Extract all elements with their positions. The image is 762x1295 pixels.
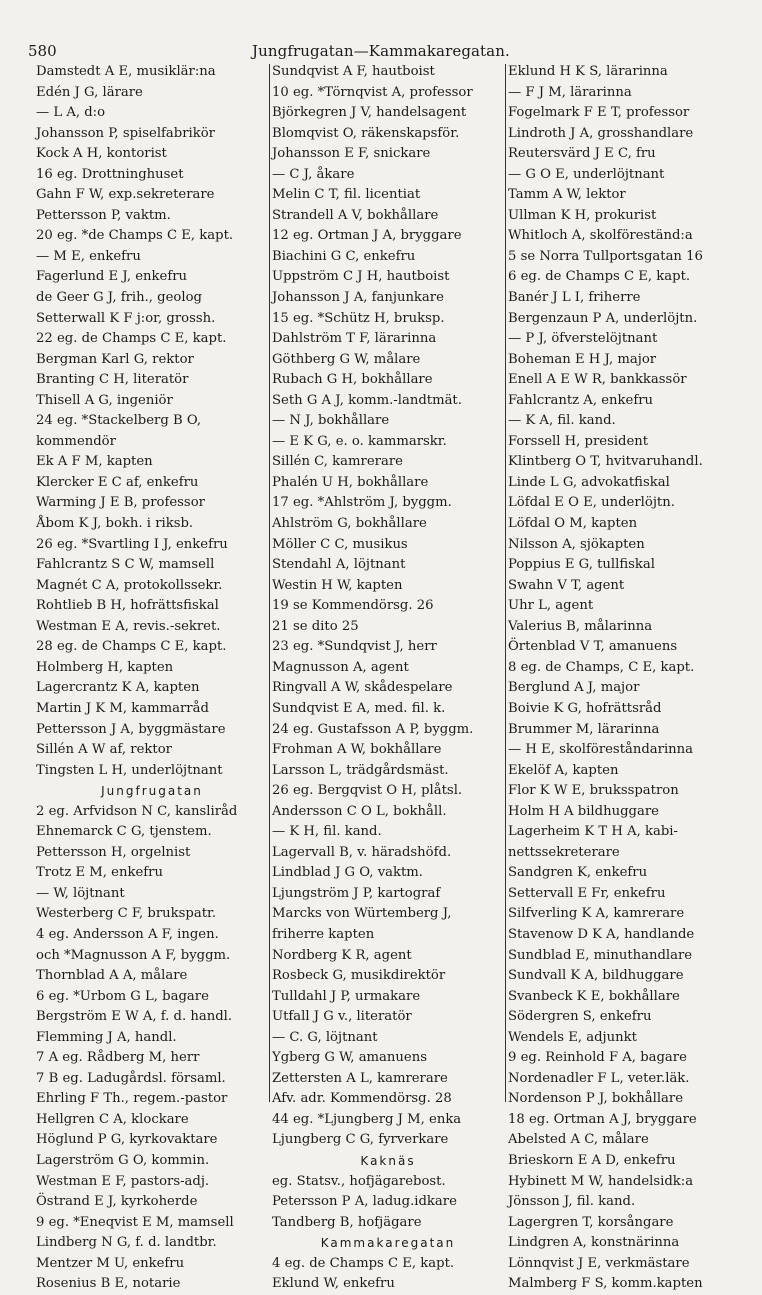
- directory-entry: Klercker E C af, enkefru: [36, 474, 199, 490]
- directory-entry: Kock A H, kontorist: [36, 146, 167, 162]
- directory-entry: Marcks von Würtemberg J,: [272, 906, 452, 922]
- directory-entry: 15 eg. *Schütz H, bruksp.: [272, 310, 445, 326]
- directory-entry: Pettersson H, orgelnist: [36, 844, 191, 860]
- directory-entry: Björkegren J V, handelsagent: [272, 105, 467, 121]
- directory-entry: Damstedt A E, musiklär:na: [36, 64, 216, 79]
- directory-entry: 23 eg. *Sundqvist J, herr: [272, 639, 437, 655]
- directory-entry: Magnusson A, agent: [272, 659, 409, 675]
- directory-entry: Afv. adr. Kommendörsg. 28: [272, 1091, 452, 1107]
- directory-entry: Holm H A bildhuggare: [508, 803, 659, 819]
- directory-entry: Örtenblad V T, amanuens: [508, 639, 678, 655]
- directory-entry: 6 eg. *Urbom G L, bagare: [36, 988, 209, 1004]
- directory-entry: Flemming J A, handl.: [36, 1029, 177, 1045]
- directory-entry: — H E, skolföreståndarinna: [508, 742, 694, 758]
- directory-entry: Andersson C O L, bokhåll.: [272, 803, 447, 819]
- directory-entry: Johansson J A, fanjunkare: [272, 290, 444, 306]
- directory-entry: Tulldahl J P, urmakare: [272, 988, 421, 1004]
- directory-entry: Seth G A J, komm.-landtmät.: [272, 392, 462, 408]
- directory-entry: friherre kapten: [272, 926, 375, 942]
- directory-entry: Sillén A W af, rektor: [36, 742, 172, 758]
- directory-entry: Lindblad J G O, vaktm.: [272, 865, 423, 881]
- directory-entry: Berglund A J, major: [508, 680, 640, 696]
- directory-entry: Magnét C A, protokollssekr.: [36, 577, 223, 593]
- directory-entry: Enell A E W R, bankkassör: [508, 372, 687, 388]
- directory-entry: kommendör: [36, 433, 116, 449]
- directory-entry: — K A, fil. kand.: [508, 413, 616, 429]
- directory-entry: Zettersten A L, kamrerare: [272, 1070, 448, 1086]
- directory-entry: — P J, öfverstelöjtnant: [508, 331, 658, 347]
- directory-entry: 9 eg. Reinhold F A, bagare: [508, 1050, 687, 1066]
- directory-entry: Eklund W, enkefru: [272, 1276, 395, 1292]
- page-header: [28, 42, 748, 64]
- directory-entry: 44 eg. *Ljungberg J M, enka: [272, 1111, 462, 1127]
- directory-entry: Ehrling F Th., regem.-pastor: [36, 1091, 228, 1107]
- directory-entry: — M E, enkefru: [36, 248, 141, 264]
- directory-entry: Brieskorn E A D, enkefru: [508, 1152, 676, 1168]
- directory-entry: Eklund H K S, lärarinna: [508, 64, 668, 79]
- directory-entry: eg. Statsv., hofjägarebost.: [272, 1173, 446, 1189]
- directory-entry: 24 eg. Gustafsson A P, byggm.: [272, 721, 474, 737]
- street-heading: Kammakaregatan: [320, 1236, 456, 1251]
- directory-entry: Boheman E H J, major: [508, 351, 657, 367]
- directory-entry: — F J M, lärarinna: [508, 84, 632, 100]
- directory-entry: Ekelöf A, kapten: [508, 762, 619, 778]
- directory-entry: Warming J E B, professor: [36, 495, 205, 511]
- directory-entry: Boivie K G, hofrättsråd: [508, 700, 662, 716]
- directory-entry: Poppius E G, tullfiskal: [508, 557, 655, 573]
- directory-entry: Jönsson J, fil. kand.: [508, 1194, 636, 1210]
- directory-entry: 18 eg. Ortman A J, bryggare: [508, 1111, 697, 1127]
- directory-entry: Westman E A, revis.-sekret.: [36, 618, 221, 634]
- directory-entry: 26 eg. *Svartling I J, enkefru: [36, 536, 228, 552]
- directory-entry: Nordenson P J, bokhållare: [508, 1091, 684, 1107]
- directory-entry: — C. G, löjtnant: [272, 1029, 378, 1045]
- directory-entry: Strandell A V, bokhållare: [272, 207, 439, 223]
- directory-entry: Ek A F M, kapten: [36, 454, 153, 470]
- directory-entry: Hellgren C A, klockare: [36, 1111, 189, 1127]
- directory-entry: Flor K W E, bruksspatron: [508, 783, 679, 799]
- directory-column-1: [36, 62, 268, 1292]
- directory-entry: 10 eg. *Törnqvist A, professor: [272, 84, 473, 100]
- directory-entry: Lindgren A, konstnärinna: [508, 1235, 680, 1251]
- directory-entry: Lagervall B, v. häradshöfd.: [272, 844, 452, 860]
- directory-entry: Tingsten L H, underlöjtnant: [36, 762, 223, 778]
- directory-entry: 6 eg. de Champs C E, kapt.: [508, 269, 691, 285]
- directory-entry: Sandgren K, enkefru: [508, 865, 648, 881]
- directory-entry: Dahlström T F, lärarinna: [272, 331, 437, 347]
- directory-entry: Stavenow D K A, handlande: [508, 926, 695, 942]
- directory-entry: Westin H W, kapten: [272, 577, 403, 593]
- street-heading: Kaknäs: [360, 1153, 416, 1168]
- directory-entry: Whitloch A, skolföreständ:a: [508, 228, 693, 244]
- directory-entry: 7 A eg. Rådberg M, herr: [36, 1050, 200, 1066]
- directory-entry: Nilsson A, sjökapten: [508, 536, 645, 552]
- directory-entry: Bergenzaun P A, underlöjtn.: [508, 310, 698, 326]
- directory-entry: Höglund P G, kyrkovaktare: [36, 1132, 218, 1148]
- directory-entry: 2 eg. Arfvidson N C, kansliråd: [36, 803, 238, 819]
- directory-entry: Sundqvist A F, hautboist: [272, 64, 435, 79]
- directory-entry: Wendels E, adjunkt: [508, 1029, 637, 1045]
- directory-entry: — N J, bokhållare: [272, 413, 390, 429]
- street-heading: Jungfrugatan: [101, 784, 203, 799]
- directory-entry: Svanbeck K E, bokhållare: [508, 988, 680, 1004]
- directory-entry: Larsson L, trädgårdsmäst.: [272, 762, 449, 778]
- directory-entry: Petersson P A, ladug.idkare: [272, 1194, 457, 1210]
- directory-entry: Thornblad A A, målare: [36, 968, 188, 984]
- directory-entry: Blomqvist O, räkenskapsför.: [272, 125, 460, 141]
- directory-entry: Mentzer M U, enkefru: [36, 1255, 185, 1271]
- directory-entry: Ygberg G W, amanuens: [272, 1050, 427, 1066]
- directory-entry: Hybinett M W, handelsidk:a: [508, 1173, 694, 1189]
- directory-entry: Gahn F W, exp.sekreterare: [36, 187, 215, 203]
- directory-entry: Uppström C J H, hautboist: [272, 269, 450, 285]
- directory-entry: Bergman Karl G, rektor: [36, 351, 194, 367]
- directory-entry: 28 eg. de Champs C E, kapt.: [36, 639, 227, 655]
- directory-entry: 17 eg. *Ahlström J, byggm.: [272, 495, 452, 511]
- directory-entry: 8 eg. de Champs, C E, kapt.: [508, 659, 695, 675]
- column-divider: [269, 64, 270, 1102]
- directory-entry: Rohtlieb B H, hofrättsfiskal: [36, 598, 219, 614]
- directory-entry: Lindberg N G, f. d. landtbr.: [36, 1235, 217, 1251]
- directory-entry: Sillén C, kamrerare: [272, 454, 403, 470]
- directory-entry: 16 eg. Drottninghuset: [36, 166, 184, 182]
- directory-entry: 4 eg. Andersson A F, ingen.: [36, 926, 219, 942]
- directory-entry: Lagercrantz K A, kapten: [36, 680, 200, 696]
- directory-entry: 4 eg. de Champs C E, kapt.: [272, 1255, 455, 1271]
- directory-entry: och *Magnusson A F, byggm.: [36, 947, 231, 963]
- directory-entry: Rosbeck G, musikdirektör: [272, 968, 446, 984]
- directory-entry: Sundblad E, minuthandlare: [508, 947, 693, 963]
- directory-entry: Martin J K M, kammarråd: [36, 700, 209, 716]
- directory-entry: 9 eg. *Eneqvist E M, mamsell: [36, 1214, 234, 1230]
- directory-entry: Ahlström G, bokhållare: [272, 516, 427, 532]
- directory-entry: Lönnqvist J E, verkmästare: [508, 1255, 690, 1271]
- directory-entry: Södergren S, enkefru: [508, 1009, 652, 1025]
- directory-entry: Melin C T, fil. licentiat: [272, 187, 421, 203]
- directory-entry: Stendahl A, löjtnant: [272, 557, 406, 573]
- directory-entry: — K H, fil. kand.: [272, 824, 382, 840]
- directory-entry: Sundvall K A, bildhuggare: [508, 968, 684, 984]
- directory-entry: Phalén U H, bokhållare: [272, 474, 429, 490]
- directory-entry: 24 eg. *Stackelberg B O,: [36, 413, 202, 429]
- directory-entry: Möller C C, musikus: [272, 536, 408, 552]
- directory-entry: Ljungström J P, kartograf: [272, 885, 441, 901]
- directory-entry: Löfdal E O E, underlöjtn.: [508, 495, 675, 511]
- directory-entry: Fagerlund E J, enkefru: [36, 269, 187, 285]
- directory-column-3: [508, 62, 758, 1292]
- directory-entry: Lagergren T, korsångare: [508, 1214, 674, 1230]
- directory-entry: Östrand E J, kyrkoherde: [36, 1194, 198, 1210]
- directory-entry: Abelsted A C, målare: [508, 1132, 649, 1148]
- directory-entry: 7 B eg. Ladugårdsl. församl.: [36, 1070, 226, 1086]
- directory-entry: Rubach G H, bokhållare: [272, 372, 433, 388]
- directory-column-2: [272, 62, 504, 1292]
- directory-entry: Nordenadler F L, veter.läk.: [508, 1070, 690, 1086]
- directory-entry: 5 se Norra Tullportsgatan 16: [508, 248, 703, 264]
- directory-entry: Ljungberg C G, fyrverkare: [272, 1132, 449, 1148]
- directory-entry: Lagerheim K T H A, kabi-: [508, 824, 678, 840]
- directory-entry: Branting C H, literatör: [36, 372, 189, 388]
- directory-entry: Swahn V T, agent: [508, 577, 625, 593]
- directory-columns: [36, 62, 756, 1292]
- directory-entry: Malmberg F S, komm.kapten: [508, 1276, 703, 1292]
- directory-entry: Pettersson J A, byggmästare: [36, 721, 226, 737]
- directory-entry: Thisell A G, ingeniör: [36, 392, 173, 408]
- directory-entry: Westman E F, pastors-adj.: [36, 1173, 210, 1189]
- directory-entry: — W, löjtnant: [36, 885, 125, 901]
- directory-entry: Tamm A W, lektor: [508, 187, 626, 203]
- directory-entry: Banér J L I, friherre: [508, 290, 641, 306]
- directory-entry: Uhr L, agent: [508, 598, 594, 614]
- directory-entry: — E K G, e. o. kammarskr.: [272, 433, 447, 449]
- directory-entry: 19 se Kommendörsg. 26: [272, 598, 434, 614]
- directory-entry: Valerius B, målarinna: [508, 618, 653, 634]
- directory-entry: Pettersson P, vaktm.: [36, 207, 171, 223]
- directory-entry: Johansson E F, snickare: [272, 146, 431, 162]
- directory-entry: Fahlcrantz S C W, mamsell: [36, 557, 215, 573]
- directory-entry: de Geer G J, frih., geolog: [36, 290, 202, 306]
- directory-entry: Klintberg O T, hvitvaruhandl.: [508, 454, 703, 470]
- directory-entry: — C J, åkare: [272, 166, 355, 182]
- directory-entry: Brummer M, lärarinna: [508, 721, 660, 737]
- directory-entry: Åbom K J, bokh. i riksb.: [36, 516, 194, 532]
- directory-entry: Lagerström G O, kommin.: [36, 1152, 210, 1168]
- directory-entry: Fahlcrantz A, enkefru: [508, 392, 653, 408]
- directory-entry: Silfverling K A, kamrerare: [508, 906, 685, 922]
- directory-entry: 22 eg. de Champs C E, kapt.: [36, 331, 227, 347]
- directory-entry: Tandberg B, hofjägare: [272, 1214, 422, 1230]
- directory-entry: Ullman K H, prokurist: [508, 207, 657, 223]
- directory-entry: Bergström E W A, f. d. handl.: [36, 1009, 233, 1025]
- directory-entry: Ringvall A W, skådespelare: [272, 680, 453, 696]
- directory-entry: Johansson P, spiselfabrikör: [36, 125, 215, 141]
- directory-entry: Trotz E M, enkefru: [36, 865, 163, 881]
- directory-entry: Forssell H, president: [508, 433, 649, 449]
- directory-entry: — L A, d:o: [36, 105, 106, 121]
- directory-entry: Westerberg C F, brukspatr.: [36, 906, 217, 922]
- directory-entry: Setterwall K F j:or, grossh.: [36, 310, 216, 326]
- directory-entry: nettssekreterare: [508, 844, 620, 860]
- directory-entry: Fogelmark F E T, professor: [508, 105, 690, 121]
- directory-entry: Utfall J G v., literatör: [272, 1009, 412, 1025]
- running-title: Jungfrugatan—Kammakaregatan.: [252, 42, 510, 60]
- directory-entry: Nordberg K R, agent: [272, 947, 412, 963]
- directory-entry: Settervall E Fr, enkefru: [508, 885, 666, 901]
- directory-entry: 26 eg. Bergqvist O H, plåtsl.: [272, 783, 463, 799]
- directory-entry: Edén J G, lärare: [36, 84, 143, 100]
- directory-entry: 12 eg. Ortman J A, bryggare: [272, 228, 462, 244]
- column-divider: [505, 64, 506, 1102]
- directory-entry: Sundqvist E A, med. fil. k.: [272, 700, 446, 716]
- directory-entry: 21 se dito 25: [272, 618, 359, 634]
- directory-entry: Linde L G, advokatfiskal: [508, 474, 670, 490]
- directory-entry: Holmberg H, kapten: [36, 659, 174, 675]
- directory-entry: Lindroth J A, grosshandlare: [508, 125, 694, 141]
- directory-entry: Biachini G C, enkefru: [272, 248, 416, 264]
- directory-entry: Göthberg G W, målare: [272, 351, 421, 367]
- directory-entry: — G O E, underlöjtnant: [508, 166, 665, 182]
- page-number: 580: [28, 42, 57, 60]
- directory-entry: Ehnemarck C G, tjenstem.: [36, 824, 212, 840]
- directory-entry: Löfdal O M, kapten: [508, 516, 638, 532]
- directory-entry: Frohman A W, bokhållare: [272, 742, 442, 758]
- directory-entry: Rosenius B E, notarie: [36, 1276, 181, 1292]
- directory-entry: Reutersvärd J E C, fru: [508, 146, 656, 162]
- directory-entry: 20 eg. *de Champs C E, kapt.: [36, 228, 234, 244]
